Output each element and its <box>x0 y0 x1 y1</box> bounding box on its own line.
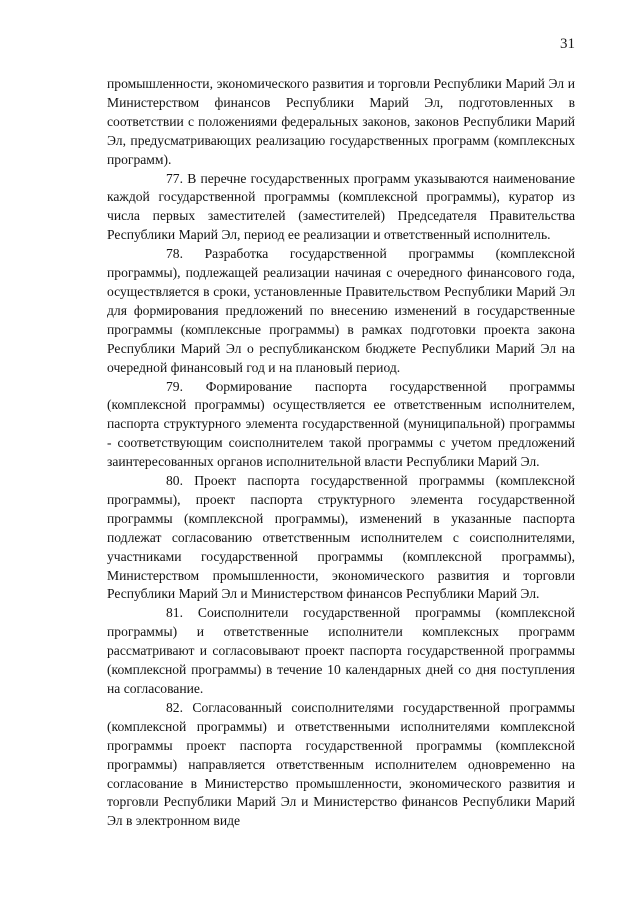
page-number: 31 <box>560 36 575 52</box>
paragraph-81: 81. Соисполнители государственной программы (комплексной программы) и ответственные исполнители комплексных программ рассматривают и согласовывают проект паспорта государственной программы (комплексной программы) в течение 10 календарных дней со дня поступления на согласование. <box>107 605 575 696</box>
paragraph-79: 79. Формирование паспорта государственной программы (комплексной программы) осуществляется ее ответственным исполнителем, паспорта структурного элемента государственной (муниципальной) программы - соответствующим соисполнителем такой программы с учетом предложений заинтересованных органов исполнительной власти Республики Марий Эл. <box>107 378 575 470</box>
paragraph-80: 80. Проект паспорта государственной программы (комплексной программы), проект паспорта структурного элемента государственной программы (комплексной программы), изменений в указанные паспорта подлежат согласованию ответственным исполнителем с соисполнителями, участниками государственной программы (комплексной программы), Министерством промышленности, экономического развития и торговли Республики Марий Эл и Министерством финансов Республики Марий Эл. <box>107 473 575 602</box>
paragraph-82: 82. Согласованный соисполнителями государственной программы (комплексной программы) и ответственными исполнителями комплексной программы проект паспорта государственной программы (комплексной программы) направляется ответственным исполнителем одновременно на согласование в Министерство промышленности, экономического развития и торговли Республики Марий Эл и Министерство финансов Республики Марий Эл в электронном виде <box>107 699 575 829</box>
document-body <box>107 75 575 831</box>
paragraph-continuation: промышленности, экономического развития и торговли Республики Марий Эл и Министерством финансов Республики Марий Эл, подготовленных в соответствии с положениями федеральных законов, законов Республики Марий Эл, предусматривающих реализацию государственных программ (комплексных программ). <box>107 76 575 167</box>
paragraph-77: 77. В перечне государственных программ указываются наименование каждой государственной программы (комплексной программы), куратор из числа первых заместителей (заместителей) Председателя Правительства Республики Марий Эл, период ее реализации и ответственный исполнитель. <box>107 170 575 243</box>
paragraph-78: 78. Разработка государственной программы (комплексной программы), подлежащей реализации начиная с очередного финансового года, осуществляется в сроки, установленные Правительством Республики Марий Эл для формирования предложений по внесению изменений в государственные программы (комплексные программы) в рамках подготовки проекта закона Республики Марий Эл о республиканском бюджете Республики Марий Эл на очередной финансовый год и на плановый период. <box>107 246 575 375</box>
